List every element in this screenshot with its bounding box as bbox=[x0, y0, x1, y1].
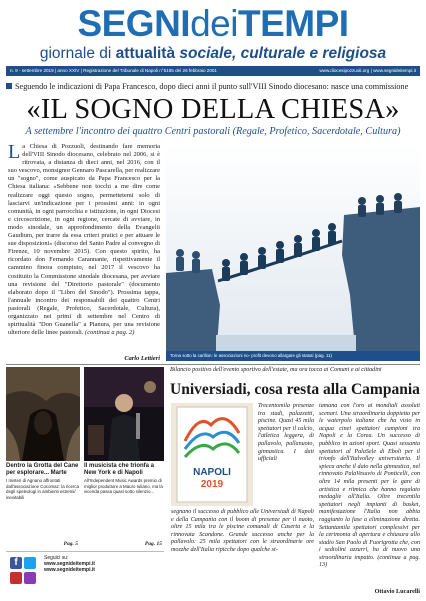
main-article-body bbox=[8, 143, 160, 337]
newspaper-title: SEGNIdeiTEMPI bbox=[77, 3, 349, 44]
universiadi-title[interactable]: Universiadi, cosa resta alla Campania bbox=[170, 381, 420, 398]
masthead bbox=[0, 0, 426, 78]
issue-info-bar bbox=[6, 66, 420, 76]
universiadi-col1b: segnano il successo di pubblico alle Universiadi di Napoli e della Campania con il boom di presenze per il nuoto, oltre 15 mila tra le piscine comunali di Caserta e la rinnovata Scandone. Grande successo anche per la pallavolo: 25 mila spettatori con le straordinarie ore mozzhe dell'Italia ripicche dopo qualche st- bbox=[171, 509, 314, 553]
social-label: Seguici su: bbox=[44, 555, 69, 561]
newspaper-subtitle: giornale di attualità sociale, culturale e religiosa bbox=[39, 45, 387, 62]
poster-year: 2019 bbox=[200, 479, 224, 490]
teaser-grotta[interactable] bbox=[6, 367, 80, 547]
continued-link[interactable]: (continua a pag. 13) bbox=[319, 554, 420, 569]
illustration-caption[interactable]: Torna sotto la carillon: le associazioni no- profit devono allargare gli statuti (pag. 11) bbox=[166, 351, 420, 361]
universiadi-col1: Trecentomila presenze tra stadi, palazzetti, piscine. Quasi 45 mila spettatori per il calcio, l'atletica leggera, di pallavolo, pallanuoto, ginnastica. I dati ufficiali bbox=[258, 403, 314, 463]
section-divider bbox=[6, 364, 420, 365]
teaser-body: I misteri di Agnano affrontati dall'associazione Cocomaz: la ricerca degli speleologi in ambienti estremi/ inevitabili bbox=[6, 478, 80, 500]
teaser-title: Il musicista che trionfa a New York e di Napoli bbox=[84, 463, 155, 476]
universiadi-kicker: Bilancio positivo dell'evento sportivo dell'estate, ma ora tocca ai Comuni e ai cittadini bbox=[170, 367, 382, 373]
poster-city: NAPOLI bbox=[193, 467, 231, 478]
continued-link[interactable]: (continua a pag. 2) bbox=[85, 329, 135, 337]
team-bridge-illustration bbox=[166, 145, 420, 359]
teaser-page: Pag. 15 bbox=[144, 541, 162, 547]
teaser-page: Pag. 5 bbox=[63, 541, 78, 547]
social-box bbox=[6, 551, 164, 597]
main-subhead: A settembre l'incontro dei quattro Centri pastorali (Regale, Profetico, Sacerdotale, Cultura) bbox=[25, 126, 401, 137]
teaser-body: All'Independent Music Awards premio di miglior produttore a Mauro Iuliano, ma la vicenda passa quasi sotto silenzio... bbox=[84, 478, 163, 495]
teaser-musicista[interactable] bbox=[84, 367, 164, 547]
social-site-1[interactable]: www.segnideitempi.it bbox=[44, 561, 95, 567]
main-author: Carlo Lettieri bbox=[124, 355, 160, 362]
facebook-icon[interactable]: f bbox=[10, 557, 22, 569]
universiadi-poster bbox=[171, 403, 253, 506]
universiadi-author: Ottavio Lucarelli bbox=[374, 588, 420, 595]
social-site-2[interactable]: www.segnideitempi.it bbox=[44, 567, 95, 573]
instagram-icon[interactable] bbox=[24, 572, 36, 584]
cave-photo bbox=[6, 367, 80, 461]
youtube-icon[interactable] bbox=[10, 572, 22, 584]
main-article-text: a Chiesa di Pozzuoli, destinando fare memoria dell'VIII Sinodo diocesano, celebrato nel 2006, si è ritrovata, a distanza di dieci anni, nel 2016, con il suo vescovo, monsignor Gennaro Pascarella, per realizzare un "sogno", come auspicato da Papa Francesco per la Chiesa italiana: «Sebbene non tocchi a me dire come realizzare oggi questo sogno, permettetemi solo di lasciarvi un'indicazione per i prossimi anni: in ogni comunità, in ogni parrocchia e istituzione, in ogni Diocesi e circoscrizione, in ogni regione, cercate di avviare, in modo sinodale, un approfondimento della Evangelii Gaudium, per trarre da essa criteri pratici e per attuare le sue disposizioni» (discorso del Santo Padre al convegno di Firenze, 10 novembre 2015). Con questo spirito, ha ricordato don Fernando Carannante, rispettivamente il cammino finora compiuto, nel 2017 il vescovo ha costituito la Commissione sinodale diocesana, per avviare una revisione del "Direttorio pastorale" (documento elaborato dopo il "Libro del Sinodo"). Prossima tappa, l'annuale incontro dei responsabili dei quattro Centri pastorali (Regale, Profetico, Sacerdotale, Cultura), organizzato nei primi di settembre nel Centro di spiritualità "Don Guanella" a Pianura, per una revisione ulteriore delle linee pastorali. bbox=[8, 143, 160, 337]
website-links[interactable]: www.diocesipozzuoli.org | www.segnideitempi.it bbox=[319, 68, 416, 73]
social-links bbox=[44, 555, 95, 573]
musician-photo bbox=[84, 367, 164, 461]
main-kicker: Seguendo le indicazioni di Papa Francesco, dopo dieci anni il punto sull'VIII Sinodo diocesano: nasce una commissione bbox=[6, 82, 420, 92]
universiadi-col2 bbox=[319, 403, 420, 570]
teaser-title: Dentro la Grotta del Cane per esplorare... Marte bbox=[6, 463, 79, 476]
drop-cap: L bbox=[8, 141, 21, 163]
issue-info: n. 9 - settembre 2019 | anno XXIV | Registrazione del Tribunale di Napoli n°5185 del 26 febbraio 2001 bbox=[10, 68, 217, 73]
square-bullet-icon bbox=[6, 83, 12, 89]
main-illustration bbox=[166, 145, 420, 359]
twitter-icon[interactable] bbox=[24, 557, 36, 569]
universiadi-col2-text: tamana con l'oro ai mondiali assoluti scenari. Una straordinaria doppietta per le waterpolo italiane che ha visto in acqua cinei spettatori campioni tra Napoli e la Corea. Un successo di pubblico in azioni sport. Quasi sessanta spettatori al PalaSele di Eboli per il trionfo dell'Italvolley universitaria. Il spieca anche il dato nella ginnastica, nel rinnovato PalaVesuvio di Ponticelli, con oltre 14 mila presenti per le gare di artistica e ritmica che hanno regalato medaglie all'Italia. Oltre trecentila spettatori negli impianti di basket, manifestazione l'Italia non abbia raggiunto la fase a eliminazione diretta. Settantamila spettatori complessivi per la cerimonia di apertura e chiusura allo stadio San Paolo di Fuorigrotta che, con i sediolini azzurri, ha di nuovo una straordinaria impatto. bbox=[319, 403, 420, 561]
main-headline[interactable]: «IL SOGNO DELLA CHIESA» bbox=[26, 94, 400, 125]
